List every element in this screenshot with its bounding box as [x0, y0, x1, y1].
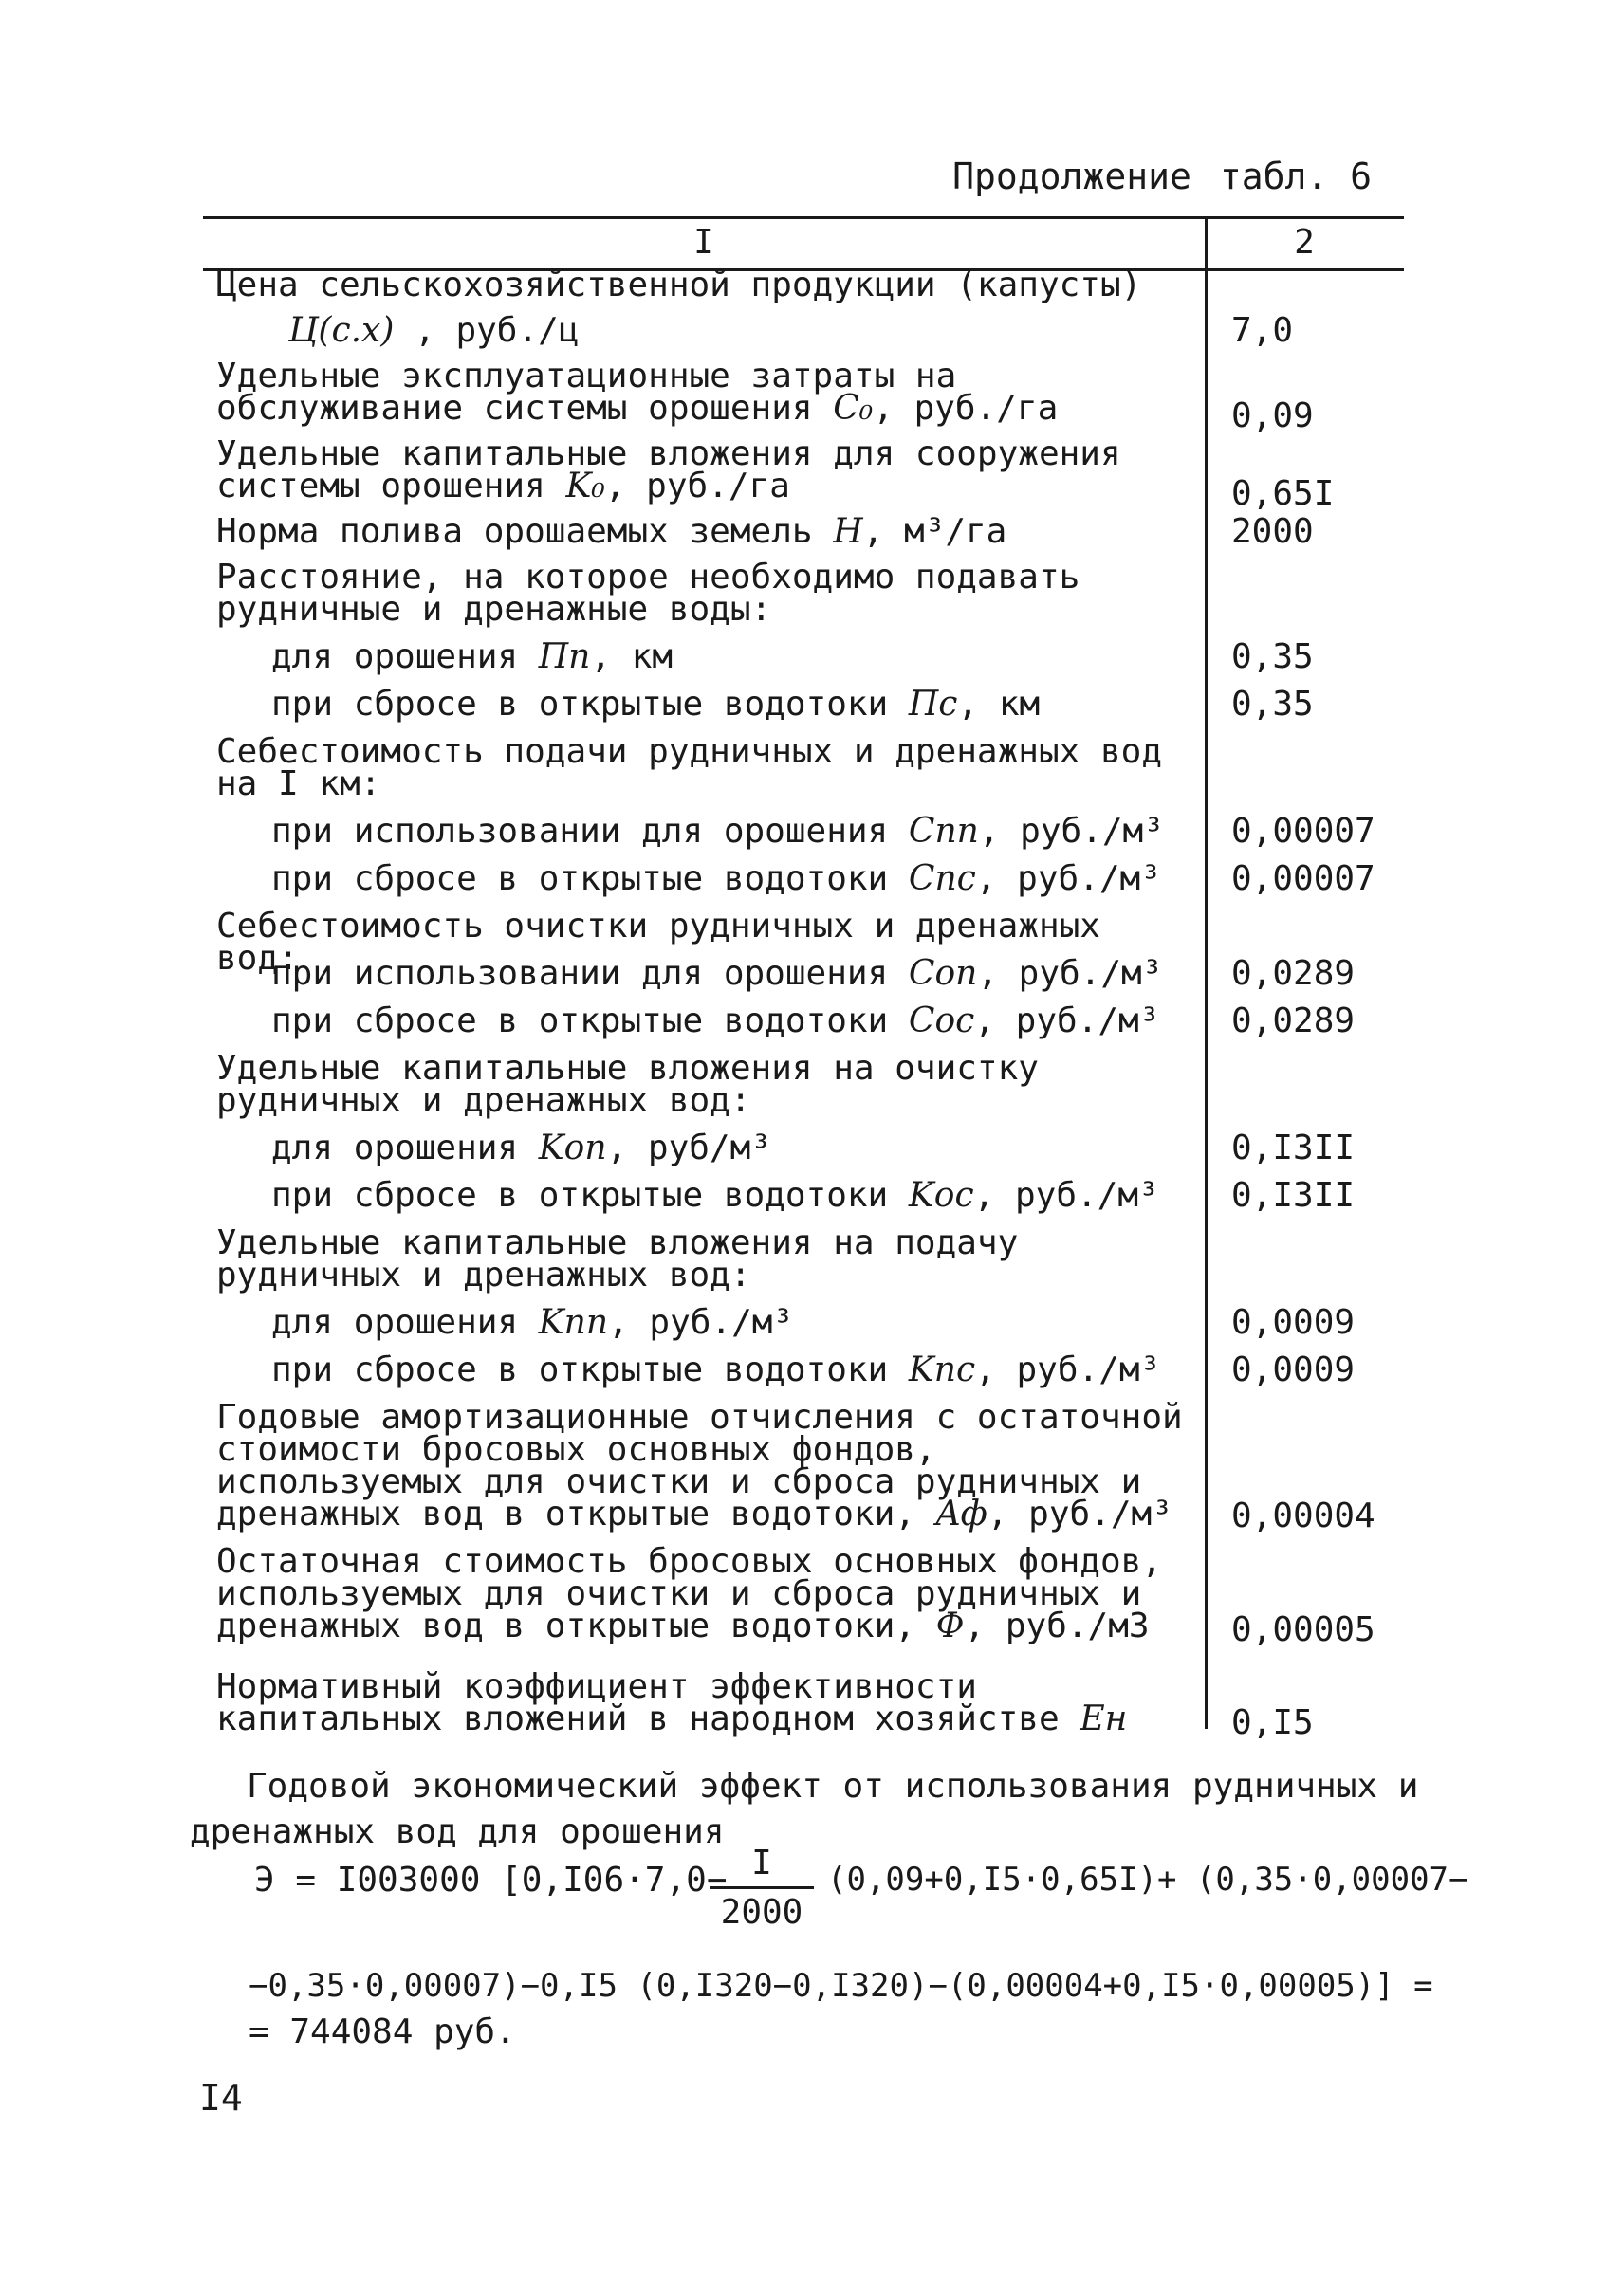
row-label: при сбросе в открытые водотоки Пс, км	[271, 685, 1041, 724]
row-label: Остаточная стоимость бросовых основных фондов, используемых для очистки и сброса рудничных и дренажных вод в открытые водотоки, Ф, руб./м3	[216, 1542, 1162, 1645]
table-row	[203, 637, 1404, 687]
table-row	[203, 1350, 1404, 1400]
table-row	[203, 1049, 1404, 1130]
symbol: Kос	[908, 1176, 974, 1215]
table-row	[203, 732, 1404, 814]
symbol: Cпс	[908, 859, 976, 898]
symbol: Cпп	[908, 812, 979, 851]
table-continuation-header	[952, 156, 1372, 197]
row-value: 0,0289	[1231, 954, 1356, 993]
row-value: 0,I3II	[1231, 1129, 1356, 1167]
row-value: 0,65I	[1231, 474, 1335, 513]
parameters-table	[203, 216, 1404, 1742]
row-value: 0,35	[1231, 685, 1314, 724]
table-reference: табл. 6	[1219, 156, 1372, 197]
symbol: Kпс	[908, 1350, 976, 1389]
symbol: C₀	[833, 389, 874, 428]
table-row	[203, 859, 1404, 909]
row-label: для орошения Пп, км	[271, 637, 674, 676]
row-value: 0,0289	[1231, 1001, 1356, 1040]
row-label: при сбросе в открытые водотоки Cпс, руб./м³	[271, 859, 1161, 898]
row-value: 2000	[1231, 512, 1314, 551]
column-1-header: I	[693, 223, 714, 262]
row-label: Расстояние, на которое необходимо подавать рудничные и дренажные воды:	[216, 558, 1080, 629]
row-value: 7,0	[1231, 311, 1294, 350]
symbol: Cос	[908, 1001, 975, 1040]
table-row	[203, 685, 1404, 734]
row-label: Удельные капитальные вложения для сооружения системы орошения K₀, руб./га	[216, 434, 1121, 505]
row-value: 0,0009	[1231, 1303, 1356, 1342]
symbol: H	[833, 512, 863, 551]
table-row	[203, 512, 1404, 560]
table-row	[203, 1001, 1404, 1051]
row-label: Годовые амортизационные отчисления с остаточной стоимости бросовых основных фондов, используемых для очистки и сброса рудничных и дренажных вод в открытые водотоки, Aф, руб./м³	[216, 1398, 1183, 1534]
row-label: Нормативный коэффициент эффективности капитальных вложений в народном хозяйстве Eн	[216, 1667, 1128, 1738]
symbol: Kоп	[538, 1129, 607, 1167]
column-2-header: 2	[1294, 223, 1315, 262]
row-label: Цена сельскохозяйственной продукции (капусты)	[216, 266, 1142, 304]
row-label: Удельные капитальные вложения на подачу рудничных и дренажных вод:	[216, 1223, 1019, 1295]
symbol: Пс	[908, 685, 958, 724]
row-value: 0,09	[1231, 396, 1314, 435]
row-value: 0,35	[1231, 637, 1314, 676]
table-row	[203, 1303, 1404, 1352]
row-label: Себестоимость подачи рудничных и дренажных вод на I км:	[216, 732, 1162, 803]
row-value: 0,00007	[1231, 859, 1375, 898]
table-row	[203, 1176, 1404, 1225]
row-label: при использовании для орошения Cпп, руб./м³	[271, 812, 1164, 851]
table-row	[203, 1223, 1404, 1305]
fraction-denominator: 2000	[720, 1893, 803, 1932]
table-row	[203, 1398, 1404, 1544]
continuation-label: Продолжение	[952, 156, 1191, 197]
row-label: Норма полива орошаемых земель H, м³/га	[216, 512, 1007, 551]
page-number: I4	[199, 2077, 243, 2119]
row-value: 0,I3II	[1231, 1176, 1356, 1215]
symbol: Ф	[935, 1607, 965, 1645]
row-value: 0,00005	[1231, 1610, 1375, 1649]
symbol: Kпп	[538, 1303, 609, 1342]
row-label: для орошения Kпп, руб./м³	[271, 1303, 794, 1342]
fraction-numerator: I	[710, 1844, 814, 1889]
row-label: Удельные капитальные вложения на очистку рудничных и дренажных вод:	[216, 1049, 1039, 1120]
row-value: 0,00004	[1231, 1497, 1375, 1535]
formula-line-1b: (0,09+0,I5·0,65I)+ (0,35·0,00007−	[827, 1861, 1468, 1899]
row-label: Ц(c.х) , руб./ц	[288, 311, 580, 350]
symbol: K₀	[565, 467, 605, 505]
row-label: Удельные эксплуатационные затраты на обслуживание системы орошения C₀, руб./га	[216, 357, 1059, 428]
formula-line-1a: Э = I003000 [0,I06·7,0−	[254, 1861, 728, 1900]
row-label: при сбросе в открытые водотоки Cос, руб./м³	[271, 1001, 1160, 1040]
table-row	[203, 311, 1404, 358]
row-label: при сбросе в открытые водотоки Kос, руб./м³	[271, 1176, 1159, 1215]
row-value: 0,00007	[1231, 812, 1375, 851]
table-row	[203, 1542, 1404, 1669]
row-label: при использовании для орошения Cоп, руб./м³	[271, 954, 1163, 993]
row-value: 0,I5	[1231, 1703, 1314, 1742]
table-row	[203, 812, 1404, 861]
table-row	[203, 1667, 1404, 1756]
symbol: Eн	[1080, 1699, 1128, 1738]
symbol: Cоп	[908, 954, 978, 993]
symbol: Ц(c.х)	[288, 311, 395, 350]
row-label: Себестоимость очистки рудничных и дренажных вод:	[216, 907, 1100, 978]
table-row	[203, 357, 1404, 436]
table-row	[203, 954, 1404, 1003]
row-value: 0,0009	[1231, 1350, 1356, 1389]
table-row	[203, 266, 1404, 313]
table-row	[203, 1129, 1404, 1178]
effect-paragraph: Годовой экономический эффект от использования рудничных и дренажных вод для орошения	[190, 1767, 1419, 1851]
formula-line-2: −0,35·0,00007)−0,I5 (0,I320−0,I320)−(0,00004+0,I5·0,00005)] =	[249, 1967, 1433, 2005]
row-label: для орошения Kоп, руб/м³	[271, 1129, 771, 1167]
formula-result: = 744084 руб.	[249, 2012, 516, 2051]
formula-fraction	[710, 1844, 814, 1932]
table-header-row	[203, 216, 1404, 271]
table-row	[203, 434, 1404, 514]
table-row	[203, 558, 1404, 639]
row-label: при сбросе в открытые водотоки Kпс, руб./м³	[271, 1350, 1161, 1389]
symbol: Aф	[935, 1495, 987, 1534]
symbol: Пп	[538, 637, 591, 676]
